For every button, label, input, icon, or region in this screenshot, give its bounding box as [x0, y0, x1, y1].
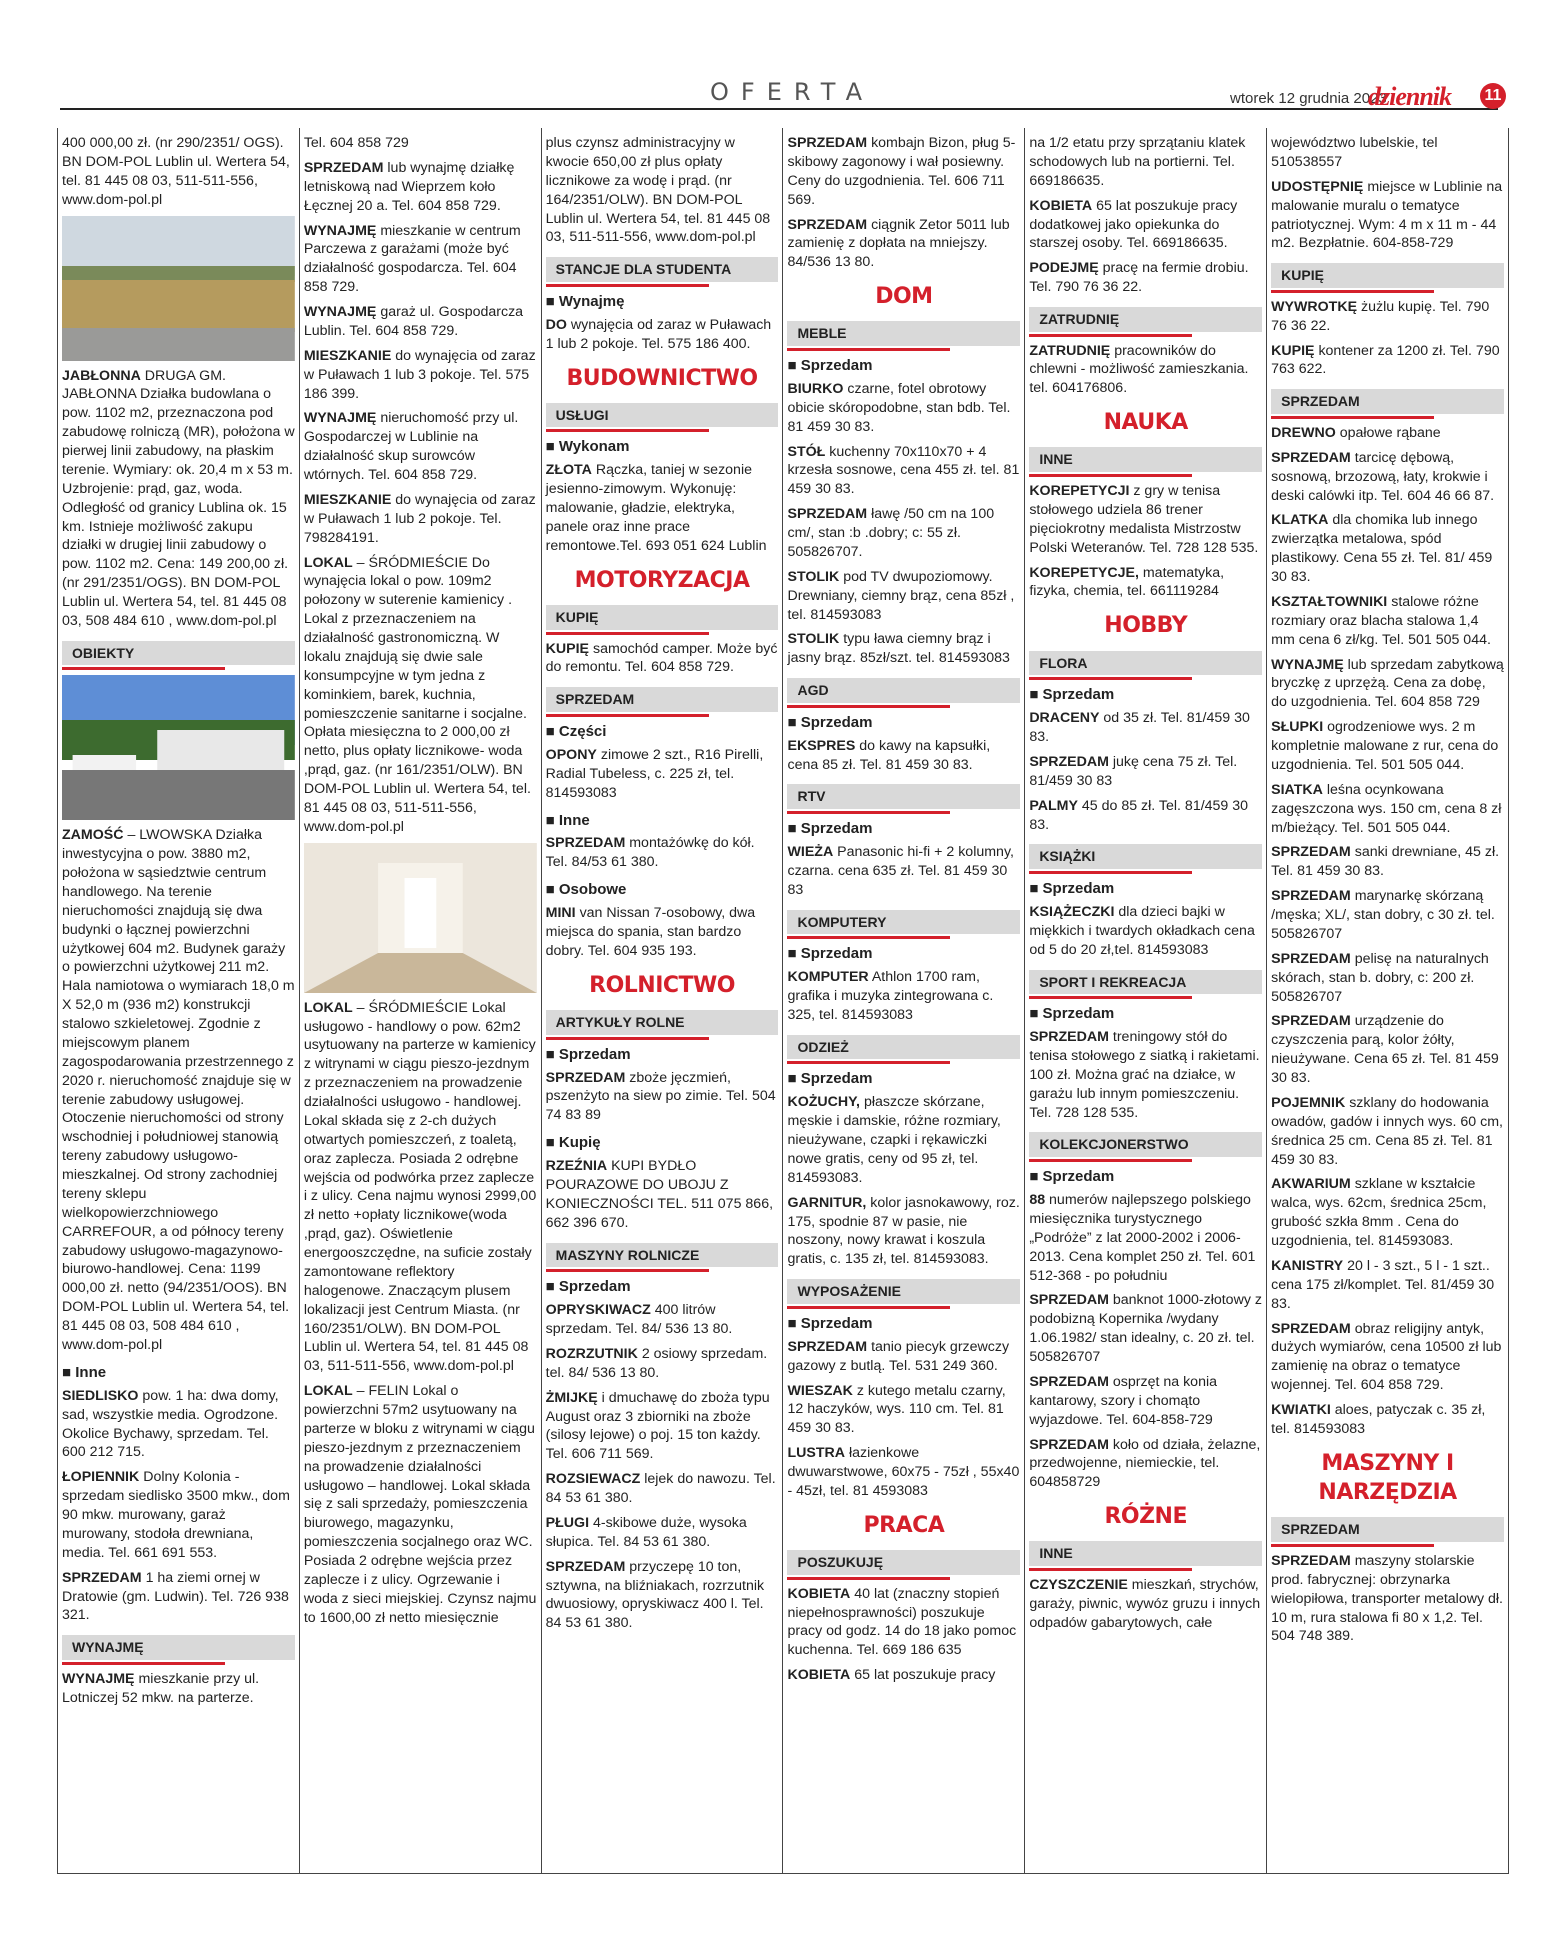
ad-text: na 1/2 etatu przy sprzątaniu klatek schodowych lub na portierni. Tel. 669186635.	[1029, 135, 1246, 189]
field-photo	[62, 216, 295, 361]
ad-text: 400 000,00 zł. (nr 290/2351/ OGS). BN DOM-POL Lublin ul. Wertera 54, tel. 81 445 08 03, 511-511-556, www.dom-pol.pl	[62, 135, 290, 208]
category-heading: POSZUKUJĘ	[787, 1550, 1020, 1575]
ad-item: MIESZKANIE do wynajęcia od zaraz w Puławach 1 lub 3 pokoje. Tel. 575 186 399.	[303, 347, 536, 402]
ad-item: KOŻUCHY, płaszcze skórzane, męskie i damskie, różne rozmiary, nieużywane, czapki i rękawiczki nowe gratis, ceny od 95 zł, tel. 814593083.	[787, 1094, 1001, 1186]
ad-item: SIATKA leśna ocynkowana zagęszczona wys. 150 cm, cena 8 zł m/bieżący. Tel. 501 505 044.	[1271, 781, 1502, 836]
ad-item: WYNAJMĘ nieruchomość przy ul. Gospodarczej w Lublinie na działalność skup surowców wtórnych. Tel. 604 858 729.	[303, 410, 519, 483]
category-heading: SPRZEDAM	[546, 687, 779, 712]
category-heading: ARTYKUŁY ROLNE	[546, 1010, 779, 1035]
header-rule	[60, 108, 1498, 110]
ad-item: SPRZEDAM tarcicę dębową, sosnową, brzozową, łaty, krokwie i deski calówki itp. Tel. 604 46 66 87.	[1271, 449, 1495, 504]
category-heading: ZATRUDNIĘ	[1029, 307, 1262, 332]
ad-item: KSIĄŻECZKI dla dzieci bajki w miękkich i twardych okładkach cena od 5 do 20 zł,tel. 814593083	[1029, 903, 1255, 958]
category-heading: SPRZEDAM	[1271, 389, 1504, 414]
section-heading: HOBBY	[1104, 613, 1188, 639]
category-heading: ODZIEŻ	[787, 1035, 1020, 1060]
ad-item: WYWROTKĘ żużlu kupię. Tel. 790 76 36 22.	[1271, 298, 1490, 334]
ad-text: plus czynsz administracyjny w kwocie 650,00 zł plus opłaty licznikowe za wodę i prąd. (nr 164/2351/OLW). BN DOM-POL Lublin ul. Wertera 54, tel. 81 445 08 03, 511-511-556, www.dom-pol.pl	[545, 135, 771, 246]
ad-item: LOKAL – ŚRÓDMIEŚCIE Lokal usługowo - handlowy o pow. 62m2 usytuowany na parterze w kamienicy z witrynami w ciągu pieszo-jezdnym z przeznaczeniem na prowadzenie działalności usługowo - handlowej. Lokal składa się z 2-ch dużych otwartych pomieszczeń, z toaletą, oraz zaplecza. Posiada 2 odrębne wejścia od podwórka przez zaplecze i z ulicy. Cena najmu wynosi 2999,00 zł netto +opłaty licznikowe(woda ,prąd, gaz). Oświetlenie energooszczędne, na suficie zostały zamontowane reflektory halogenowe. Znaczącym plusem lokalizacji jest Centrum Miasta. (nr 160/2351/OLW). BN DOM-POL Lublin ul. Wertera 54, tel. 81 445 08 03, 511-511-556, www.dom-pol.pl	[303, 999, 537, 1375]
ad-item: KSZTAŁTOWNIKI stalowe różne rozmiary oraz blacha stalowa 1,4 mm cena 6 zł/kg. Tel. 501 505 044.	[1271, 593, 1491, 648]
category-heading: INNE	[1029, 1541, 1262, 1566]
ad-item: SPRZEDAM montażówkę do kół. Tel. 84/53 61 380.	[545, 835, 755, 871]
category-heading: USŁUGI	[546, 403, 779, 428]
category-heading: SPORT I REKREACJA	[1029, 970, 1262, 995]
subcategory-label: ■ Sprzedam	[787, 356, 1020, 376]
ad-item: KUPIĘ samochód camper. Może być do remontu. Tel. 604 858 729.	[545, 640, 778, 676]
ad-item: OPONY zimowe 2 szt., R16 Pirelli, Radial Tubeless, c. 225 zł, tel. 814593083	[545, 746, 764, 801]
ad-item: WIESZAK z kutego metalu czarny, 12 haczyków, wys. 110 cm. Tel. 81 459 30 83.	[787, 1382, 1006, 1437]
ad-item: PŁUGI 4-skibowe duże, wysoka słupica. Tel. 84 53 61 380.	[545, 1514, 747, 1550]
ad-text: województwo lubelskie, tel 510538557	[1271, 135, 1438, 170]
newspaper-logo: dziennik	[1368, 82, 1452, 111]
category-heading: MASZYNY ROLNICZE	[546, 1243, 779, 1268]
subcategory-label: ■ Sprzedam	[787, 713, 1020, 733]
subcategory-label: ■ Sprzedam	[1029, 685, 1262, 705]
ad-item: SPRZEDAM osprzęt na konia kantarowy, szory i chomąto wyjazdowe. Tel. 604-858-729	[1029, 1373, 1217, 1428]
ad-item: GARNITUR, kolor jasnokawowy, roz. 175, spodnie 87 w pasie, nie noszony, nowy krawat i koszula gratis, c. 135 zł, tel. 814593083.	[787, 1194, 1020, 1268]
subcategory-label: ■ Sprzedam	[787, 944, 1020, 964]
ad-item: SPRZEDAM koło od działa, żelazne, przedwojenne, niemieckie, tel. 604858729	[1029, 1436, 1261, 1491]
ad-item: KWIATKI aloes, patyczak c. 35 zł, tel. 814593083	[1271, 1402, 1486, 1437]
subcategory-label: ■ Inne	[546, 811, 779, 831]
subcategory-label: ■ Sprzedam	[546, 1277, 779, 1297]
ad-item: JABŁONNA DRUGA GM. JABŁONNA Działka budowlana o pow. 1102 m2, przeznaczona pod zabudowę rolniczą (MR), położona w pierwej linii zabudowy, na płaskim terenie. Wymiary: ok. 20,4 m x 53 m. Uzbrojenie: prąd, gaz, woda. Odległość od granicy Lublina ok. 15 km. Istnieje możliwość zakupu działki w drugiej linii zabudowy o pow. 1102 m2. Cena: 149 200,00 zł. (nr 291/2351/OGS). BN DOM-POL Lublin ul. Wertera 54, tel. 81 445 08 03, 508 484 610 , www.dom-pol.pl	[62, 367, 295, 629]
ad-item: KOBIETA 40 lat (znaczny stopień niepełnosprawności) poszukuje pracy od godz. 14 do 18 jako pomoc kuchenna. Tel. 669 186 635	[787, 1585, 1017, 1659]
ad-item: LOKAL – ŚRÓDMIEŚCIE Do wynajęcia lokal o pow. 109m2 połozony w suterenie kamienicy . Lokal z przeznaczeniem na działalność gastronomiczną. W lokalu znajdują się dwie sale konsumpcyjne w tym jedna z kominkiem, barek, kuchnia, pomieszczenie sanitarne i socjalne. Opłata miesięczna to 2 000,00 zł netto, plus opłaty licznikowe- woda ,prąd, gaz. (nr 161/2351/OLW). BN DOM-POL Lublin ul. Wertera 54, tel. 81 445 08 03, 511-511-556, www.dom-pol.pl	[303, 554, 531, 835]
ad-item: UDOSTĘPNIĘ miejsce w Lublinie na malowanie muralu o tematyce patriotycznej. Wym: 4 m x 11 m - 44 m2. Bezpłatnie. 604-858-729	[1271, 178, 1503, 252]
ad-item: WYNAJMĘ mieszkanie przy ul. Lotniczej 52 mkw. na parterze.	[62, 1670, 260, 1706]
ad-item: ŻMIJKĘ i dmuchawę do zboża typu August oraz 3 zbiorniki na zboże (silosy lejowe) o poj. 15 ton każdy. Tel. 606 711 569.	[545, 1389, 770, 1463]
ad-item: WYNAJMĘ mieszkanie w centrum Parczewa z garażami (może być działalność gospodarcza. Tel. 604 858 729.	[303, 222, 521, 296]
ad-item: SIEDLISKO pow. 1 ha: dwa domy, sad, wszystkie media. Ogrodzone. Okolice Bychawy, sprzedam. Tel. 600 212 715.	[62, 1387, 279, 1461]
ad-item: DRACENY od 35 zł. Tel. 81/459 30 83.	[1029, 710, 1250, 746]
ad-item: SPRZEDAM tanio piecyk grzewczy gazowy z butlą. Tel. 531 249 360.	[787, 1338, 1010, 1374]
ad-item: WYNAJMĘ lub sprzedam zabytkową bryczkę z uprzężą. Cena za dobę, do uzgodnienia. Tel. 604 858 729	[1271, 656, 1504, 711]
column-4	[783, 128, 1025, 1873]
subcategory-label: ■ Sprzedam	[1029, 1167, 1262, 1187]
category-heading: RTV	[787, 784, 1020, 809]
ad-item: KOBIETA 65 lat poszukuje pracy	[787, 1667, 996, 1684]
ad-item: ŁOPIENNIK Dolny Kolonia - sprzedam siedlisko 3500 mkw., dom 90 mkw. murowany, garaż murowany, stodoła drewniana, media. Tel. 661 691 553.	[62, 1469, 290, 1561]
column-3	[542, 128, 784, 1873]
category-heading: WYPOSAŻENIE	[787, 1279, 1020, 1304]
ad-item: SPRZEDAM kombajn Bizon, pług 5-skibowy zagonowy i wał posiewny. Ceny do uzgodnienia. Tel. 606 711 569.	[787, 135, 1016, 208]
ad-item: SPRZEDAM maszyny stolarskie prod. fabrycznej: obrzynarka wielopiłowa, transporter metalowy dł. 10 m, rura stalowa fi 80 x 1,2. Tel. 504 748 389.	[1271, 1552, 1503, 1645]
issue-date: wtorek 12 grudnia 2023	[1230, 90, 1387, 107]
ad-item: AKWARIUM szklane w kształcie walca, wys. 62cm, średnica 25cm, grubość szkła 8mm . Cena do uzgodnienia, tel. 814593083.	[1271, 1176, 1487, 1250]
ad-item: PODEJMĘ pracę na fermie drobiu. Tel. 790 76 36 22.	[1029, 260, 1249, 296]
category-obiekty: OBIEKTY	[62, 641, 295, 666]
ad-item: ZŁOTA Rączka, taniej w sezonie jesienno-zimowym. Wykonuję: malowanie, gładzie, elektryka, panele oraz inne prace remontowe.Tel. 693 051 624 Lublin	[545, 462, 767, 554]
ad-item: KOREPETYCJE, matematyka, fizyka, chemia, tel. 661119284	[1029, 564, 1225, 600]
ad-item: LUSTRA łazienkowe dwuwarstwowe, 60x75 - 75zł , 55x40 - 45zł, tel. 81 4593083	[787, 1445, 1020, 1499]
subcategory-label: ■ Kupię	[546, 1133, 779, 1153]
ad-item: KUPIĘ kontener za 1200 zł. Tel. 790 763 622.	[1271, 342, 1500, 378]
section-heading: ROLNICTWO	[589, 972, 736, 998]
ad-item: SPRZEDAM zboże jęczmień, pszenżyto na siew po zimie. Tel. 504 74 83 89	[545, 1069, 776, 1124]
subcategory-label: ■ Sprzedam	[787, 1314, 1020, 1334]
ad-item: DREWNO opałowe rąbane	[1271, 424, 1441, 441]
category-heading: MEBLE	[787, 321, 1020, 346]
category-heading: KSIĄŻKI	[1029, 844, 1262, 869]
category-heading: KOLEKCJONERSTWO	[1029, 1132, 1262, 1157]
ad-item: SPRZEDAM pelisę na naturalnych skórach, stan b. dobry, c: 200 zł. 505826707	[1271, 950, 1489, 1005]
ad-item: 88 numerów najlepszego polskiego miesięcznika turystycznego „Podróże” z lat 2000-2002 i 2006-2013. Cena komplet 250 zł. Tel. 601 512-368 - po południu	[1029, 1192, 1256, 1284]
ad-item: SPRZEDAM urządzenie do czyszczenia parą, kolor żółty, nieużywane. Cena 65 zł. Tel. 81 459 30 83.	[1271, 1013, 1499, 1087]
classifieds-grid	[57, 128, 1509, 1874]
ad-item: POJEMNIK szklany do hodowania owadów, gadów i innych wys. 60 cm, średnica 25 cm. Cena 85 zł. Tel. 81 459 30 83.	[1271, 1094, 1503, 1168]
ad-item: SŁUPKI ogrodzeniowe wys. 2 m kompletnie malowane z rur, cena do uzgodnienia. Tel. 501 505 044.	[1271, 719, 1499, 773]
ad-item: SPRZEDAM ciągnik Zetor 5011 lub zamienię z dopłata na mniejszy. 84/536 13 80.	[787, 216, 1010, 271]
category-heading: STANCJE DLA STUDENTA	[546, 257, 779, 282]
category-wynajme: WYNAJMĘ	[62, 1635, 295, 1660]
category-heading: INNE	[1029, 447, 1262, 472]
ad-item: MIESZKANIE do wynajęcia od zaraz w Puławach 1 lub 2 pokoje. Tel. 798284191.	[303, 491, 536, 546]
ad-item: ZATRUDNIĘ pracowników do chlewni - możliwość zamieszkania. tel. 604176806.	[1029, 342, 1249, 397]
ad-item: LOKAL – FELIN Lokal o powierzchni 57m2 usytuowany na parterze w bloku z witrynami w ciągu pieszo-jezdnym z przeznaczeniem na prowadzenie działalności usługowo – handlowej. Lokal składa się z sali sprzedaży, pomieszczenia biurowego, magazynku, pomieszczenia socjalnego oraz WC. Posiada 2 odrębne wejścia przez zaplecze i z ulicy. Ogrzewanie i woda z sieci miejskiej. Czynsz najmu to 1600,00 zł netto miesięcznie	[303, 1383, 537, 1626]
ad-item: RZEŹNIA KUPI BYDŁO POURAZOWE DO UBOJU Z KONIECZNOŚCI TEL. 511 075 866, 662 396 670.	[545, 1158, 774, 1231]
section-heading: DOM	[875, 284, 933, 310]
ad-item: SPRZEDAM banknot 1000-złotowy z podobizną Kopernika /wydany 1.06.1982/ stan idealny, c. 20 zł. tel. 505826707	[1029, 1292, 1262, 1366]
ad-item: DO wynajęcia od zaraz w Puławach 1 lub 2 pokoje. Tel. 575 186 400.	[545, 316, 772, 352]
interior-photo	[304, 843, 537, 993]
ad-item: SPRZEDAM przyczepę 10 ton, sztywna, na bliźniakach, rozrzutnik dwuosiowy, opryskiwacz 400 l. Tel. 84 53 61 380.	[545, 1558, 765, 1632]
section-heading: PRACA	[863, 1512, 945, 1538]
category-heading: KUPIĘ	[1271, 263, 1504, 288]
ad-item: SPRZEDAM jukę cena 75 zł. Tel. 81/459 30 83	[1029, 753, 1238, 789]
subcategory-label: ■ Inne	[62, 1363, 295, 1383]
section-heading: MASZYNY I NARZĘDZIA	[1318, 1450, 1457, 1506]
page-header	[0, 78, 1558, 110]
subcategory-label: ■ Sprzedam	[787, 1069, 1020, 1089]
ad-item: STOLIK typu ława ciemny brąz i jasny brąz. 85zł/szt. tel. 814593083	[787, 631, 1010, 667]
ad-item: EKSPRES do kawy na kapsułki, cena 85 zł. Tel. 81 459 30 83.	[787, 737, 991, 773]
subcategory-label: ■ Wykonam	[546, 437, 779, 457]
ad-item: KANISTRY 20 l - 3 szt., 5 l - 1 szt.. cena 175 zł/komplet. Tel. 81/459 30 83.	[1271, 1257, 1495, 1312]
ad-text: Tel. 604 858 729	[303, 135, 409, 151]
ad-item: KOBIETA 65 lat poszukuje pracy dodatkowej jako opiekunka do starszej osoby. Tel. 669186635.	[1029, 197, 1238, 252]
category-heading: KUPIĘ	[546, 605, 779, 630]
section-heading: BUDOWNICTWO	[566, 365, 758, 391]
ad-item: SPRZEDAM ławę /50 cm na 100 cm/, stan :b .dobry; c: 55 zł. 505826707.	[787, 506, 995, 560]
column-6	[1267, 128, 1508, 1873]
ad-item: SPRZEDAM 1 ha ziemi ornej w Dratowie (gm. Ludwin). Tel. 726 938 321.	[62, 1569, 289, 1624]
column-2	[300, 128, 542, 1873]
section-heading: RÓŻNE	[1104, 1504, 1187, 1530]
page-number: 11	[1480, 83, 1506, 109]
ad-item: SPRZEDAM lub wynajmę działkę letniskową nad Wieprzem koło Łęcznej 20 a. Tel. 604 858 729.	[303, 159, 515, 214]
ad-item: WIEŻA Panasonic hi-fi + 2 kolumny, czarna. cena 635 zł. Tel. 81 459 30 83	[787, 844, 1014, 898]
ad-item: STÓŁ kuchenny 70x110x70 + 4 krzesła sosnowe, cena 455 zł. tel. 81 459 30 83.	[787, 443, 1020, 498]
category-heading: AGD	[787, 678, 1020, 703]
ad-item: SPRZEDAM obraz religijny antyk, dużych wymiarów, cena 10500 zł lub zamienię na obraz o tematyce wojennej. Tel. 604 858 729.	[1271, 1320, 1502, 1394]
subcategory-label: ■ Sprzedam	[787, 819, 1020, 839]
ad-item: CZYSZCZENIE mieszkań, strychów, garaży, piwnic, wywóz gruzu i innych odpadów gabarytowych, całe	[1029, 1577, 1261, 1631]
ad-item: ZAMOŚĆ – LWOWSKA Działka inwestycyjna o pow. 3880 m2, położona w sąsiedztwie centrum handlowego. Na terenie nieruchomości znajdują się dwa budynki o łącznej powierzchni użytkowej 604 m2. Budynek garaży o powierzchni użytkowej 211 m2. Hala namiotowa o wymiarach 18,0 m X 52,0 m (936 m2) konstrukcji stalowo szkieletowej. Zgodnie z miejscowym planem zagospodarowania przestrzennego z 2020 r. nieruchomość znajduje się w terenie zabudowy usługowej. Otoczenie nieruchomości od strony wschodniej i południowej stanowią tereny zabudowy usługowo-mieszkalnej. Od strony zachodniej tereny sklepu wielkopowierzchniowego CARREFOUR, a od północy tereny zabudowy usługowo-magazynowo-biurowo-handlowej. Cena: 1199 000,00 zł. netto (94/2351/OOS). BN DOM-POL Lublin ul. Wertera 54, tel. 81 445 08 03, 508 484 610 , www.dom-pol.pl	[62, 827, 295, 1353]
ad-item: ROZSIEWACZ lejek do nawozu. Tel. 84 53 61 380.	[545, 1471, 776, 1507]
building-photo	[62, 675, 295, 820]
ad-item: MINI van Nissan 7-osobowy, dwa miejsca do spania, stan bardzo dobry. Tel. 604 935 193.	[545, 905, 756, 959]
section-title: OFERTA	[710, 78, 875, 106]
ad-item: SPRZEDAM marynarkę skórzaną /męska; XL/, stan dobry, c 30 zł. tel. 505826707	[1271, 888, 1495, 942]
ad-item: KOMPUTER Athlon 1700 ram, grafika i muzyka zintegrowana c. 325, tel. 814593083	[787, 969, 994, 1023]
ad-item: KOREPETYCJI z gry w tenisa stołowego udziela 86 trener pięciokrotny medalista Mistrzostw Polski Weteranów. Tel. 728 128 535.	[1029, 483, 1259, 556]
subcategory-label: ■ Sprzedam	[1029, 1004, 1262, 1024]
section-heading: MOTORYZACJA	[574, 567, 750, 593]
category-heading: FLORA	[1029, 651, 1262, 676]
category-heading: SPRZEDAM	[1271, 1517, 1504, 1542]
ad-item: BIURKO czarne, fotel obrotowy obicie skóropodobne, stan bdb. Tel. 81 459 30 83.	[787, 380, 1011, 435]
ad-item: SPRZEDAM treningowy stół do tenisa stołowego z siatką i rakietami. 100 zł. Można grać na działce, w garażu lub innym pomieszczeniu. Tel. 728 128 535.	[1029, 1029, 1260, 1121]
ad-item: SPRZEDAM sanki drewniane, 45 zł. Tel. 81 459 30 83.	[1271, 844, 1500, 880]
subcategory-label: ■ Osobowe	[546, 880, 779, 900]
section-heading: NAUKA	[1103, 410, 1188, 436]
subcategory-label: ■ Części	[546, 722, 779, 742]
ad-item: KLATKA dla chomika lub innego zwierzątka metalowa, spód plastikowy. Cena 55 zł. Tel. 81/ 459 30 83.	[1271, 512, 1493, 586]
column-1	[58, 128, 300, 1873]
ad-item: PALMY 45 do 85 zł. Tel. 81/459 30 83.	[1029, 797, 1249, 833]
subcategory-label: ■ Sprzedam	[1029, 879, 1262, 899]
ad-item: WYNAJMĘ garaż ul. Gospodarcza Lublin. Tel. 604 858 729.	[303, 304, 524, 339]
ad-item: OPRYSKIWACZ 400 litrów sprzedam. Tel. 84/ 536 13 80.	[545, 1302, 733, 1338]
ad-item: STOLIK pod TV dwupoziomowy. Drewniany, ciemny brąz, cena 85zł , tel. 814593083	[787, 568, 1015, 623]
column-5	[1025, 128, 1267, 1873]
subcategory-label: ■ Wynajmę	[546, 292, 779, 312]
subcategory-label: ■ Sprzedam	[546, 1045, 779, 1065]
category-heading: KOMPUTERY	[787, 910, 1020, 935]
ad-item: ROZRZUTNIK 2 osiowy sprzedam. tel. 84/ 536 13 80.	[545, 1345, 768, 1381]
